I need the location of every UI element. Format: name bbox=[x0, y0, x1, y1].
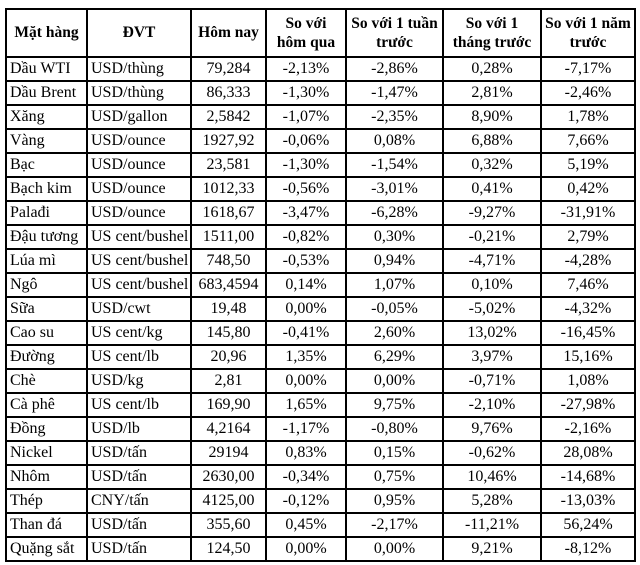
cell-vs-week: 6,29% bbox=[346, 345, 443, 369]
cell-vs-week: -2,17% bbox=[346, 513, 443, 537]
cell-vs-month: -0,71% bbox=[443, 369, 541, 393]
cell-vs-yesterday: -2,13% bbox=[266, 57, 346, 81]
cell-commodity: Bạc bbox=[6, 153, 87, 177]
cell-vs-month: -4,71% bbox=[443, 249, 541, 273]
cell-vs-year: -7,17% bbox=[541, 57, 635, 81]
cell-vs-year: 15,16% bbox=[541, 345, 635, 369]
cell-today: 23,581 bbox=[191, 153, 266, 177]
cell-vs-yesterday: -0,53% bbox=[266, 249, 346, 273]
cell-vs-year: -8,12% bbox=[541, 537, 635, 561]
table-row bbox=[6, 417, 635, 441]
cell-vs-year: 7,46% bbox=[541, 273, 635, 297]
table-row bbox=[6, 489, 635, 513]
cell-today: 2630,00 bbox=[191, 465, 266, 489]
cell-vs-week: 0,00% bbox=[346, 537, 443, 561]
cell-unit: USD/ounce bbox=[87, 153, 191, 177]
cell-vs-year: 28,08% bbox=[541, 441, 635, 465]
cell-vs-year: -2,16% bbox=[541, 417, 635, 441]
cell-commodity: Than đá bbox=[6, 513, 87, 537]
cell-vs-week: 2,60% bbox=[346, 321, 443, 345]
table-row bbox=[6, 225, 635, 249]
table-row bbox=[6, 201, 635, 225]
table-row bbox=[6, 369, 635, 393]
cell-vs-month: 0,28% bbox=[443, 57, 541, 81]
header-cell-commodity: Mặt hàng bbox=[6, 9, 87, 57]
cell-vs-month: 9,76% bbox=[443, 417, 541, 441]
header-cell-today: Hôm nay bbox=[191, 9, 266, 57]
cell-unit: USD/tấn bbox=[87, 441, 191, 465]
table-row bbox=[6, 465, 635, 489]
cell-commodity: Quặng sắt bbox=[6, 537, 87, 561]
cell-vs-month: 9,21% bbox=[443, 537, 541, 561]
cell-unit: USD/cwt bbox=[87, 297, 191, 321]
cell-vs-week: -2,86% bbox=[346, 57, 443, 81]
cell-vs-month: 0,41% bbox=[443, 177, 541, 201]
cell-vs-month: 0,32% bbox=[443, 153, 541, 177]
cell-vs-week: 0,08% bbox=[346, 129, 443, 153]
cell-vs-month: 13,02% bbox=[443, 321, 541, 345]
cell-today: 1618,67 bbox=[191, 201, 266, 225]
cell-unit: US cent/lb bbox=[87, 345, 191, 369]
cell-unit: US cent/bushel bbox=[87, 249, 191, 273]
cell-vs-year: 2,79% bbox=[541, 225, 635, 249]
cell-vs-month: 8,90% bbox=[443, 105, 541, 129]
cell-unit: USD/ounce bbox=[87, 129, 191, 153]
cell-commodity: Dầu WTI bbox=[6, 57, 87, 81]
cell-vs-yesterday: 0,83% bbox=[266, 441, 346, 465]
table-row bbox=[6, 177, 635, 201]
cell-vs-week: -3,01% bbox=[346, 177, 443, 201]
table-row bbox=[6, 249, 635, 273]
cell-vs-year: 5,19% bbox=[541, 153, 635, 177]
cell-commodity: Cao su bbox=[6, 321, 87, 345]
cell-vs-yesterday: -0,34% bbox=[266, 465, 346, 489]
cell-commodity: Đậu tương bbox=[6, 225, 87, 249]
cell-vs-yesterday: 1,65% bbox=[266, 393, 346, 417]
cell-vs-yesterday: -0,82% bbox=[266, 225, 346, 249]
cell-vs-month: 0,10% bbox=[443, 273, 541, 297]
table-row bbox=[6, 393, 635, 417]
cell-vs-year: 1,78% bbox=[541, 105, 635, 129]
cell-today: 86,333 bbox=[191, 81, 266, 105]
cell-today: 79,284 bbox=[191, 57, 266, 81]
table-row bbox=[6, 345, 635, 369]
cell-vs-month: 5,28% bbox=[443, 489, 541, 513]
cell-vs-month: -9,27% bbox=[443, 201, 541, 225]
cell-vs-week: 1,07% bbox=[346, 273, 443, 297]
table-row bbox=[6, 57, 635, 81]
commodity-price-table bbox=[5, 8, 636, 562]
cell-vs-yesterday: -0,12% bbox=[266, 489, 346, 513]
cell-vs-yesterday: -1,17% bbox=[266, 417, 346, 441]
table-row bbox=[6, 441, 635, 465]
header-cell-vs-month: So với 1 tháng trước bbox=[443, 9, 541, 57]
cell-vs-yesterday: 1,35% bbox=[266, 345, 346, 369]
cell-today: 355,60 bbox=[191, 513, 266, 537]
cell-vs-month: -5,02% bbox=[443, 297, 541, 321]
cell-vs-month: -2,10% bbox=[443, 393, 541, 417]
cell-vs-month: -11,21% bbox=[443, 513, 541, 537]
cell-unit: USD/ounce bbox=[87, 177, 191, 201]
cell-commodity: Nickel bbox=[6, 441, 87, 465]
cell-vs-week: 0,30% bbox=[346, 225, 443, 249]
cell-vs-yesterday: -0,06% bbox=[266, 129, 346, 153]
cell-vs-month: -0,21% bbox=[443, 225, 541, 249]
cell-commodity: Chè bbox=[6, 369, 87, 393]
cell-vs-week: 9,75% bbox=[346, 393, 443, 417]
cell-vs-yesterday: 0,00% bbox=[266, 297, 346, 321]
cell-today: 19,48 bbox=[191, 297, 266, 321]
cell-vs-yesterday: 0,14% bbox=[266, 273, 346, 297]
cell-vs-month: 2,81% bbox=[443, 81, 541, 105]
cell-vs-week: 0,15% bbox=[346, 441, 443, 465]
header-cell-vs-yesterday: So với hôm qua bbox=[266, 9, 346, 57]
cell-vs-week: -2,35% bbox=[346, 105, 443, 129]
cell-commodity: Thép bbox=[6, 489, 87, 513]
cell-vs-week: 0,94% bbox=[346, 249, 443, 273]
cell-unit: USD/thùng bbox=[87, 57, 191, 81]
cell-today: 1511,00 bbox=[191, 225, 266, 249]
cell-unit: USD/tấn bbox=[87, 513, 191, 537]
table-row bbox=[6, 537, 635, 561]
cell-vs-week: 0,75% bbox=[346, 465, 443, 489]
cell-vs-week: -0,05% bbox=[346, 297, 443, 321]
cell-vs-yesterday: 0,45% bbox=[266, 513, 346, 537]
cell-commodity: Ngô bbox=[6, 273, 87, 297]
cell-commodity: Vàng bbox=[6, 129, 87, 153]
cell-vs-yesterday: 0,00% bbox=[266, 369, 346, 393]
cell-vs-week: -6,28% bbox=[346, 201, 443, 225]
table-row bbox=[6, 297, 635, 321]
cell-commodity: Bạch kim bbox=[6, 177, 87, 201]
cell-commodity: Cà phê bbox=[6, 393, 87, 417]
cell-today: 4,2164 bbox=[191, 417, 266, 441]
cell-vs-year: -14,68% bbox=[541, 465, 635, 489]
cell-unit: US cent/bushel bbox=[87, 273, 191, 297]
cell-vs-yesterday: 0,00% bbox=[266, 537, 346, 561]
cell-today: 748,50 bbox=[191, 249, 266, 273]
table-row bbox=[6, 153, 635, 177]
table-body bbox=[6, 57, 635, 561]
cell-vs-yesterday: -3,47% bbox=[266, 201, 346, 225]
cell-unit: CNY/tấn bbox=[87, 489, 191, 513]
cell-today: 124,50 bbox=[191, 537, 266, 561]
cell-vs-week: 0,00% bbox=[346, 369, 443, 393]
cell-vs-yesterday: -0,41% bbox=[266, 321, 346, 345]
table-row bbox=[6, 513, 635, 537]
cell-vs-month: 10,46% bbox=[443, 465, 541, 489]
cell-unit: USD/ounce bbox=[87, 201, 191, 225]
cell-today: 2,81 bbox=[191, 369, 266, 393]
cell-vs-yesterday: -1,30% bbox=[266, 81, 346, 105]
cell-commodity: Xăng bbox=[6, 105, 87, 129]
cell-unit: USD/tấn bbox=[87, 465, 191, 489]
cell-vs-year: 56,24% bbox=[541, 513, 635, 537]
cell-vs-yesterday: -0,56% bbox=[266, 177, 346, 201]
cell-vs-week: -1,47% bbox=[346, 81, 443, 105]
table-row bbox=[6, 81, 635, 105]
cell-vs-year: 7,66% bbox=[541, 129, 635, 153]
cell-vs-month: 6,88% bbox=[443, 129, 541, 153]
table-header-row bbox=[6, 9, 635, 57]
cell-vs-yesterday: -1,30% bbox=[266, 153, 346, 177]
cell-commodity: Lúa mì bbox=[6, 249, 87, 273]
cell-commodity: Nhôm bbox=[6, 465, 87, 489]
cell-vs-year: -16,45% bbox=[541, 321, 635, 345]
cell-today: 29194 bbox=[191, 441, 266, 465]
cell-today: 683,4594 bbox=[191, 273, 266, 297]
cell-vs-week: 0,95% bbox=[346, 489, 443, 513]
cell-unit: USD/gallon bbox=[87, 105, 191, 129]
cell-vs-month: 3,97% bbox=[443, 345, 541, 369]
header-cell-unit: ĐVT bbox=[87, 9, 191, 57]
cell-today: 20,96 bbox=[191, 345, 266, 369]
cell-vs-year: 1,08% bbox=[541, 369, 635, 393]
cell-today: 169,90 bbox=[191, 393, 266, 417]
table-row bbox=[6, 273, 635, 297]
cell-today: 1927,92 bbox=[191, 129, 266, 153]
cell-vs-year: -2,46% bbox=[541, 81, 635, 105]
cell-unit: US cent/kg bbox=[87, 321, 191, 345]
cell-unit: US cent/lb bbox=[87, 393, 191, 417]
cell-vs-year: -13,03% bbox=[541, 489, 635, 513]
cell-vs-year: -27,98% bbox=[541, 393, 635, 417]
cell-today: 2,5842 bbox=[191, 105, 266, 129]
cell-vs-year: -4,28% bbox=[541, 249, 635, 273]
cell-commodity: Palađi bbox=[6, 201, 87, 225]
cell-vs-week: -0,80% bbox=[346, 417, 443, 441]
header-cell-vs-year: So với 1 năm trước bbox=[541, 9, 635, 57]
table-row bbox=[6, 321, 635, 345]
cell-commodity: Sữa bbox=[6, 297, 87, 321]
cell-vs-week: -1,54% bbox=[346, 153, 443, 177]
cell-unit: USD/lb bbox=[87, 417, 191, 441]
cell-today: 4125,00 bbox=[191, 489, 266, 513]
cell-unit: USD/tấn bbox=[87, 537, 191, 561]
cell-today: 1012,33 bbox=[191, 177, 266, 201]
cell-vs-yesterday: -1,07% bbox=[266, 105, 346, 129]
cell-vs-year: 0,42% bbox=[541, 177, 635, 201]
header-cell-vs-week: So với 1 tuần trước bbox=[346, 9, 443, 57]
table-row bbox=[6, 105, 635, 129]
cell-unit: USD/kg bbox=[87, 369, 191, 393]
cell-commodity: Dầu Brent bbox=[6, 81, 87, 105]
cell-today: 145,80 bbox=[191, 321, 266, 345]
cell-unit: US cent/bushel bbox=[87, 225, 191, 249]
table-row bbox=[6, 129, 635, 153]
cell-unit: USD/thùng bbox=[87, 81, 191, 105]
cell-commodity: Đồng bbox=[6, 417, 87, 441]
cell-commodity: Đường bbox=[6, 345, 87, 369]
cell-vs-year: -31,91% bbox=[541, 201, 635, 225]
cell-vs-year: -4,32% bbox=[541, 297, 635, 321]
cell-vs-month: -0,62% bbox=[443, 441, 541, 465]
